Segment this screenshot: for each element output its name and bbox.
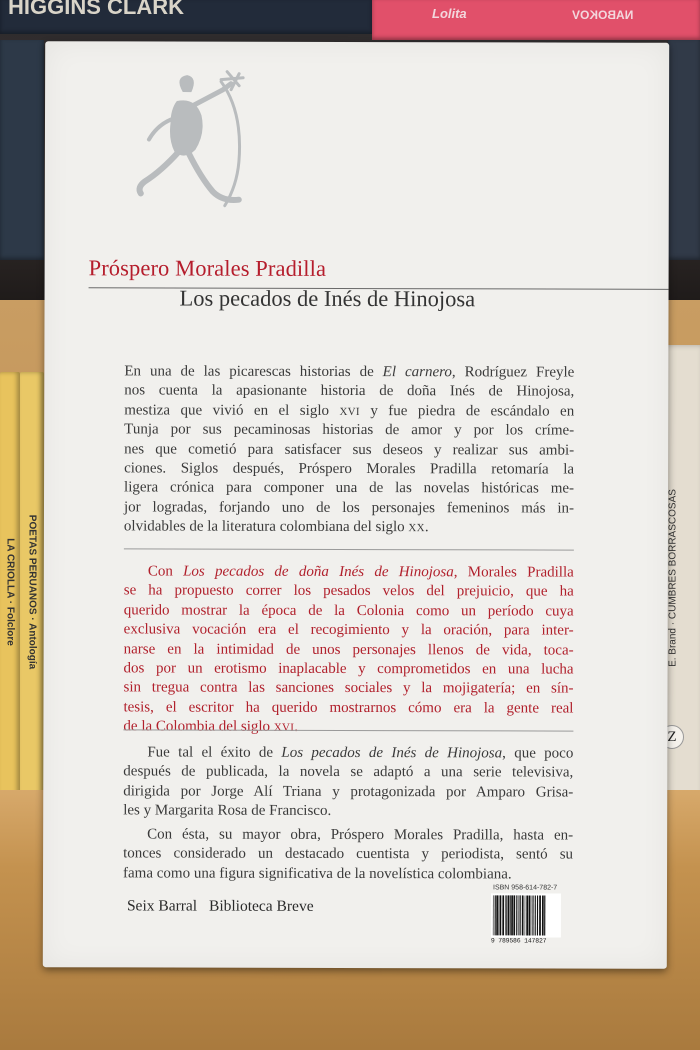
paragraph-line [123, 718, 573, 739]
paragraph-line [124, 479, 574, 500]
paragraph-line [124, 498, 574, 519]
paragraph-text: tonces considerado un destacado cuentista y periodista, sentó su [123, 845, 574, 863]
paragraph-line [123, 782, 573, 803]
paragraph-text: nes que cometió para satisfacer sus deseos y realizar sus ambi- [124, 441, 575, 459]
paragraph-text: Tunja por sus pecaminosas historias de amor y por los críme- [124, 421, 575, 439]
barcode-bar [510, 895, 511, 935]
barcode-bar [502, 895, 504, 935]
synopsis-paragraph-3 [123, 743, 573, 822]
top-book-title-text: Lolita [432, 6, 467, 21]
paragraph-text: Con [147, 563, 184, 580]
author-name: Próspero Morales Pradilla [88, 255, 327, 281]
paragraph-text: les y Margarita Rosa de Francisco. [123, 802, 332, 820]
paragraph-line [124, 640, 574, 661]
barcode-bar [516, 895, 517, 935]
paragraph-line [124, 659, 574, 680]
paragraph-text: dos por un erotismo inaplacable y comprometidos en una lucha [123, 660, 574, 678]
left-spine-text-2: POETAS PERUANOS · Antología [26, 514, 38, 670]
paragraph-text: . [424, 519, 429, 536]
paragraph-line [123, 763, 573, 784]
paragraph-line [124, 601, 574, 622]
barcode-bar [500, 895, 502, 935]
paragraph-text: narse en la intimidad de unos personajes llenos de vida, toca- [123, 641, 574, 659]
paragraph-line [124, 582, 574, 603]
paragraph-text: , Morales Pradilla [453, 564, 574, 581]
paragraph-text: . [294, 719, 299, 736]
paragraph-text: En una de las picarescas historias de [124, 363, 383, 381]
top-book-navy [0, 0, 372, 34]
top-book-text: HIGGINS CLARK [8, 0, 184, 19]
barcode-bar [528, 895, 530, 935]
paragraph-text: tesis, el escritor ha querido mostrarnos cómo era la gente real [123, 699, 574, 717]
barcode [491, 893, 561, 937]
barcode-bar [495, 895, 496, 935]
paragraph-line [124, 562, 574, 583]
paragraph-emphasis: Los pecados de doña Inés de Hinojosa [183, 563, 454, 581]
top-book-right-dark [668, 40, 700, 260]
barcode-bar [542, 895, 544, 935]
book-back-cover [43, 41, 669, 969]
paragraph-text: dirigida por Jorge Alí Triana y protagonizada por Amparo Grisa- [123, 783, 574, 801]
top-book-author-text: NABOKOV [572, 8, 634, 22]
paragraph-emphasis: xvi [339, 402, 360, 419]
paragraph-line [124, 459, 574, 480]
paragraph-text: nos cuenta la apasionante historia de doña Inés de Hinojosa, [124, 382, 575, 400]
paragraph-line [124, 382, 574, 403]
paragraph-line [123, 802, 573, 823]
synopsis-paragraph-2 [123, 562, 573, 738]
publisher-imprint [127, 897, 322, 916]
paragraph-line [124, 362, 574, 383]
paragraph-text: Fue tal el éxito de [147, 744, 282, 761]
paragraph-line [124, 621, 574, 642]
paragraph-text: exclusiva vocación era el recogimiento y la oración, para inter- [123, 621, 574, 639]
paragraph-line [124, 421, 574, 442]
barcode-bar [537, 895, 538, 935]
paragraph-line [124, 440, 574, 461]
top-book-pink [372, 0, 700, 40]
paragraph-line [123, 679, 573, 700]
barcode-bar [511, 895, 513, 935]
seix-barral-figure-logo [131, 61, 261, 231]
paragraph-text: ligera crónica para componer una de las novelas históricas me- [124, 479, 575, 498]
left-book-spine [0, 372, 20, 812]
paragraph-text: ciones. Siglos después, Próspero Morales Pradilla retomaría la [124, 460, 575, 478]
barcode-digits: 9 789586 147827 [490, 937, 547, 945]
barcode-bar [522, 895, 524, 935]
paragraph-text: y fue piedra de escándalo en [359, 402, 575, 420]
right-spine-letter: Z [660, 725, 684, 749]
paragraph-text: Con ésta, su mayor obra, Próspero Morales Pradilla, hasta en- [147, 826, 574, 844]
paragraph-text: después de publicada, la novela se adaptó a una serie televisiva, [123, 763, 574, 781]
paragraph-text: olvidables de la literatura colombiana del siglo [123, 518, 409, 536]
collection-name: Biblioteca Breve [208, 897, 314, 915]
barcode-bar [508, 895, 509, 935]
paragraph-emphasis: El carnero [382, 364, 452, 381]
barcode-bar [526, 895, 528, 935]
paragraph-emphasis: xx [408, 519, 425, 536]
paragraph-line [124, 518, 574, 539]
left-spine-text-1: LA CRIOLLA · Folclore [4, 538, 16, 646]
top-book-dark [0, 40, 44, 260]
barcode-bar [493, 895, 494, 935]
paragraph-text: , Rodríguez Freyle [451, 364, 575, 381]
barcode-bar [505, 895, 506, 935]
isbn-label: ISBN 958-614-782-7 [492, 884, 558, 892]
paragraph-line [123, 743, 573, 764]
paragraph-text: jor logradas, forjando uno de los personajes femeninos más in- [123, 499, 575, 517]
paragraph-line [123, 825, 573, 846]
barcode-bar [496, 895, 498, 935]
publisher-name: Seix Barral [126, 897, 198, 915]
paragraph-line [123, 845, 573, 866]
right-spine-text: E. Brand · CUMBRES BORRASCOSAS [667, 488, 679, 667]
paragraph-text: fama como una figura significativa de la novelística colombiana. [123, 865, 512, 883]
barcode-bar [513, 895, 515, 935]
paragraph-text: se ha propuesto correr los pesados velos del prejuicio, que ha [123, 582, 574, 600]
paragraph-text: sin tregua contra las sanciones sociales y la mojigatería; en sín- [123, 679, 574, 698]
paragraph-text: , que poco [502, 745, 574, 762]
paragraph-text: querido mostrar la época de la Colonia como un período cuya [123, 602, 574, 620]
barcode-bar [520, 895, 521, 935]
barcode-bar [539, 895, 541, 935]
book-title: Los pecados de Inés de Hinojosa [179, 285, 476, 312]
barcode-bar [498, 895, 499, 935]
paragraph-text: mestiza que vivió en el siglo [124, 402, 340, 419]
paragraph-emphasis: xvi [273, 719, 295, 736]
barcode-bar [506, 895, 507, 935]
synopsis-paragraph-4 [123, 825, 573, 884]
barcode-bar [525, 895, 526, 935]
paragraph-line [123, 864, 573, 885]
left-book-spine [20, 372, 44, 812]
synopsis-paragraph-1 [124, 362, 574, 538]
barcode-bar [535, 895, 536, 935]
paragraph-line [124, 401, 574, 422]
barcode-bar [544, 895, 545, 935]
barcode-bar [531, 895, 532, 935]
barcode-bar [518, 895, 519, 935]
section-divider [124, 548, 574, 550]
paragraph-line [123, 698, 573, 719]
barcode-bar [532, 895, 533, 935]
paragraph-text: de la Colombia del siglo [123, 718, 274, 736]
paragraph-emphasis: Los pecados de Inés de Hinojosa [281, 744, 503, 762]
